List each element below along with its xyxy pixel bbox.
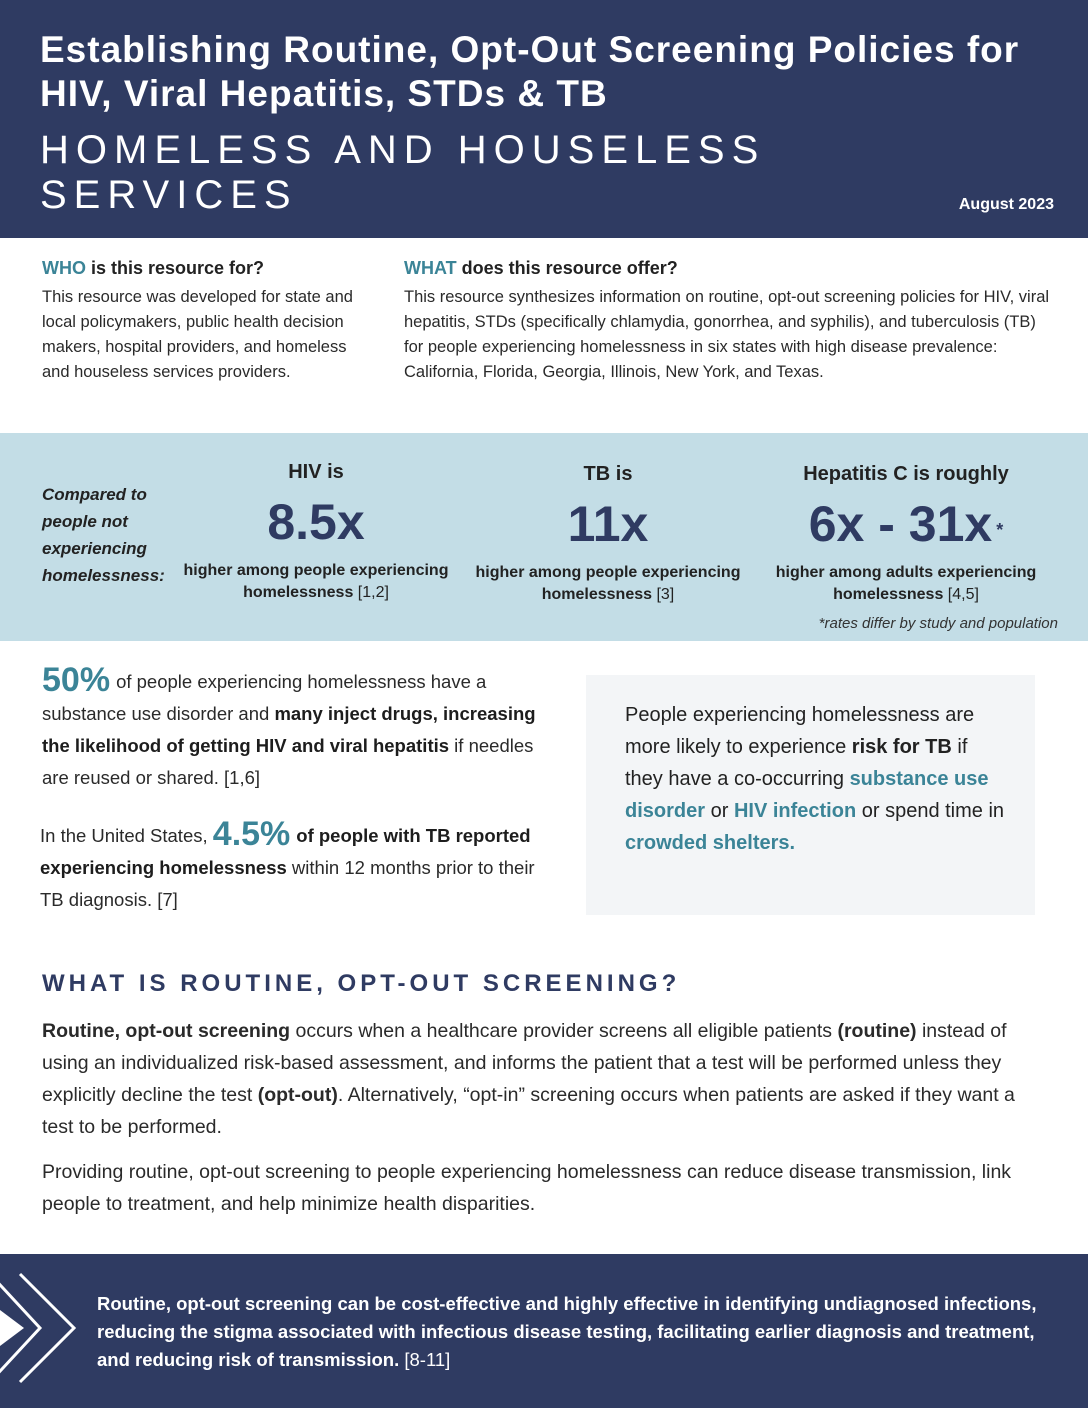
footer-statement: Routine, opt-out screening can be cost-effective and highly effective in identifying undiagnosed infections, reducing the stigma associated with infectious disease testing, facilitating earlier diagnosis and treatment, and reducing risk of transmission. [8-11] [97, 1293, 1037, 1370]
compared-label: Compared to people not experiencing homelessness: [42, 485, 165, 585]
what-heading: WHAT does this resource offer? [404, 258, 678, 278]
page-subtitle: HOMELESS AND HOUSELESS SERVICES [40, 128, 766, 217]
stat-lead: HIV is [288, 461, 344, 483]
stat-hiv [178, 461, 454, 604]
stat-tb [470, 463, 746, 606]
who-heading: WHO is this resource for? [42, 258, 265, 278]
page-title: Establishing Routine, Opt-Out Screening Policies for HIV, Viral Hepatitis, STDs & TB [40, 29, 1020, 114]
stat-value: 6x - 31x * [808, 496, 1004, 552]
section-heading: WHAT IS ROUTINE, OPT-OUT SCREENING? [42, 970, 681, 997]
stats-band [0, 433, 1088, 641]
definition-paragraph: Routine, opt-out screening occurs when a healthcare provider screens all eligible patients (routine) instead of using an individualized risk-based assessment, and informs the patient that a test will be performed unless they explicitly decline the test (opt-out). Alternatively, “opt-in” screening occurs when patients are asked if they want a test to be performed. [42, 1020, 1015, 1138]
stat-description: higher among people experiencing homelessness [3] [475, 564, 741, 603]
footer-banner [0, 1254, 1088, 1408]
who-section [42, 258, 372, 385]
asterisk: * [996, 520, 1004, 540]
fact-tb-homelessness: In the United States, 4.5% of people with TB reported experiencing homelessness within 12 months prior to their TB diagnosis. [7] [40, 815, 535, 910]
fact-number: 50% [42, 661, 111, 699]
stat-description: higher among people experiencing homelessness [1,2] [183, 562, 449, 601]
who-body: This resource was developed for state and local policymakers, public health decision makers, hospital providers, and homeless and houseless services providers. [42, 288, 353, 381]
rates-footnote: *rates differ by study and population [818, 615, 1058, 632]
stat-value: 11x [567, 496, 649, 552]
stat-lead: Hepatitis C is roughly [803, 463, 1009, 485]
what-body: This resource synthesizes information on routine, opt-out screening policies for HIV, viral hepatitis, STDs (specifically chlamydia, gonorrhea, and syphilis), and tuberculosis (TB) for people experiencing homelessness in six states with high disease prevalence: California, Florida, Georgia, Illinois, New York, and Texas. [404, 288, 1050, 381]
stat-description: higher among adults experiencing homelessness [4,5] [775, 564, 1037, 603]
header-banner [0, 0, 1088, 238]
fact-substance-use: 50% of people experiencing homelessness have a substance use disorder and many inject drugs, increasing the likelihood of getting HIV and viral hepatitis if needles are reused or shared. [1,6] [42, 661, 536, 788]
stat-hepatitis-c [760, 463, 1052, 606]
benefit-paragraph: Providing routine, opt-out screening to people experiencing homelessness can reduce disease transmission, link people to treatment, and help minimize health disparities. [42, 1161, 1012, 1215]
tb-risk-callout: People experiencing homelessness are more likely to experience risk for TB if they have a co-occurring substance use disorder or HIV infection or spend time in crowded shelters. [586, 675, 1035, 915]
fact-number: 4.5% [212, 815, 291, 853]
stat-value: 8.5x [267, 494, 365, 550]
what-section [404, 258, 1054, 385]
stat-lead: TB is [583, 463, 633, 485]
chevron-arrow-icon [0, 1272, 90, 1392]
publication-date: August 2023 [958, 196, 1054, 213]
